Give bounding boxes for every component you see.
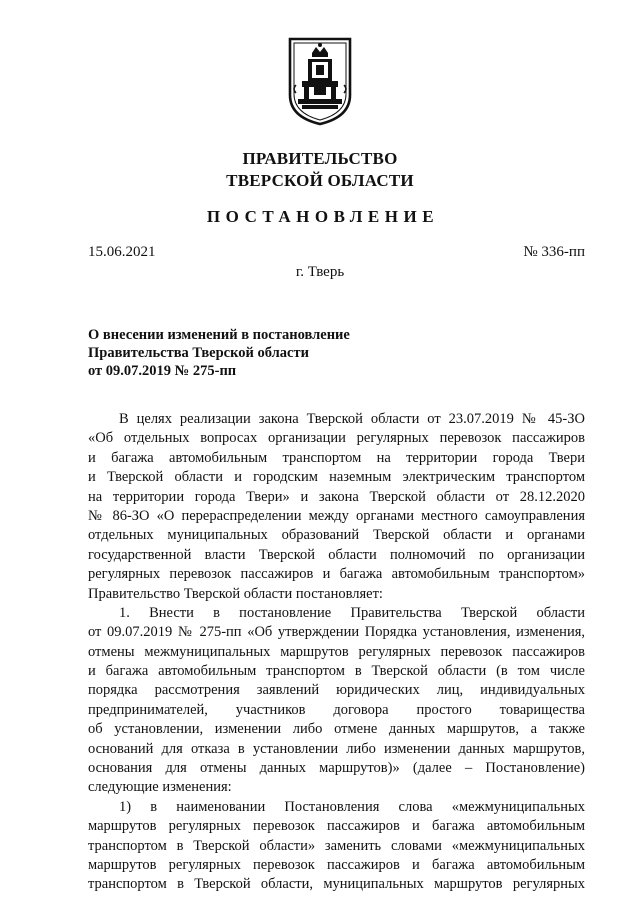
body-line: 1) в наименовании Постановления слова «межмуниципальных <box>119 798 585 815</box>
body-line: от 09.07.2019 № 275-пп «Об утверждении Порядка установления, изменения, <box>88 624 585 641</box>
document-date: 15.06.2021 <box>88 244 156 260</box>
body-line: и Тверской области и городским наземным электрическим транспортом <box>88 469 585 486</box>
body-line: транспортом в Тверской области, муниципальных маршрутов регулярных <box>88 876 585 893</box>
document-body <box>88 410 585 895</box>
body-line: на территории города Твери» и закона Тверской области от 28.12.2020 <box>88 488 585 505</box>
body-line: порядка рассмотрения заявлений юридических лиц, индивидуальных <box>88 682 585 699</box>
body-line: и багажа автомобильным транспортом в Тверской области (в том числе <box>88 663 585 680</box>
body-line: № 86-ЗО «О перераспределении между органами местного самоуправления <box>88 507 585 524</box>
body-line: и багажа автомобильным транспортом на территории города Твери <box>88 449 585 466</box>
body-line: об установлении, изменении либо отмене данных маршрутов, а также <box>88 721 585 738</box>
body-line: отдельных муниципальных образований Тверской области и органами <box>88 527 585 544</box>
body-line: отмены межмуниципальных маршрутов регулярных перевозок пассажиров <box>88 643 585 660</box>
body-line: маршрутов регулярных перевозок пассажиров и багажа автомобильным <box>88 856 585 873</box>
document-city: г. Тверь <box>295 264 345 280</box>
body-line: государственной власти Тверской области полномочий по организации <box>88 546 585 563</box>
body-line: транспортом в Тверской области» заменить словами «межмуниципальных <box>88 837 585 854</box>
body-line: Правительство Тверской области постановляет: <box>88 585 383 602</box>
subject-line: Правительства Тверской области <box>88 345 309 361</box>
organization-line-1: ПРАВИТЕЛЬСТВО <box>242 149 398 168</box>
body-line: предпринимателей, участников договора простого товарищества <box>88 701 585 718</box>
document-number: № 336-пп <box>523 244 585 260</box>
subject-line: О внесении изменений в постановление <box>88 327 350 343</box>
body-line: 1. Внести в постановление Правительства Тверской области <box>119 604 585 621</box>
organization-line-2: ТВЕРСКОЙ ОБЛАСТИ <box>226 171 414 190</box>
coat-of-arms-emblem <box>288 37 352 126</box>
body-line: оснований для отказа в установлении либо изменении данных маршрутов, <box>88 740 585 757</box>
body-line: «Об отдельных вопросах организации регулярных перевозок пассажиров <box>88 430 585 447</box>
body-line: следующие изменения: <box>88 779 232 796</box>
body-line: маршрутов регулярных перевозок пассажиров и багажа автомобильным <box>88 818 585 835</box>
body-line: В целях реализации закона Тверской области от 23.07.2019 № 45-ЗО <box>119 411 585 427</box>
subject-line: от 09.07.2019 № 275-пп <box>88 363 237 379</box>
body-line: основания для отмены данных маршрутов)» (далее – Постановление) <box>88 760 585 777</box>
document-type-title: ПОСТАНОВЛЕНИЕ <box>206 207 440 226</box>
document-subject <box>88 326 468 380</box>
body-line: регулярных перевозок пассажиров и багажа автомобильным транспортом» <box>88 566 585 583</box>
